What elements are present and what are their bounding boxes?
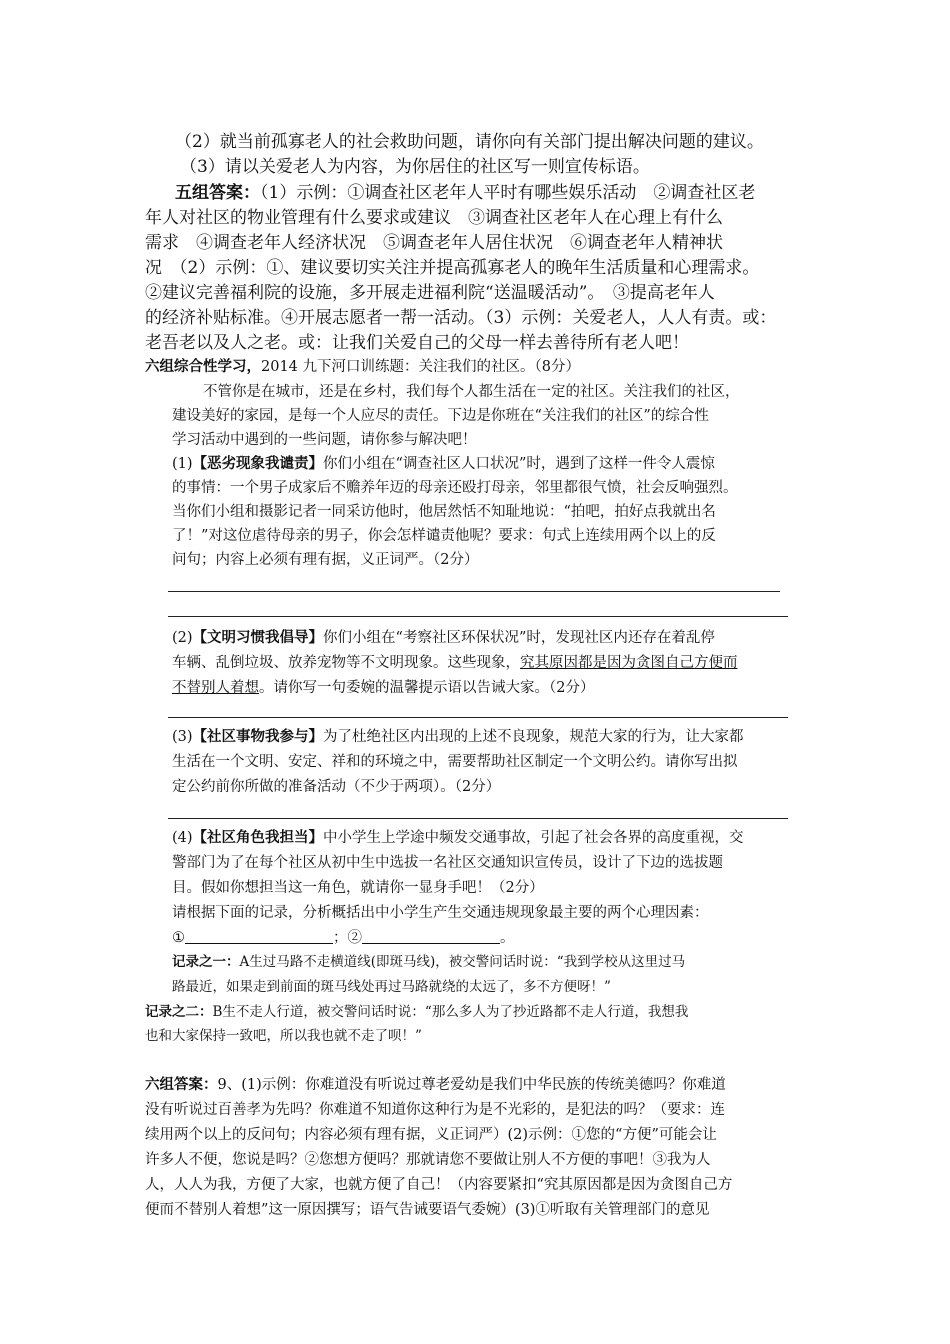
g6-q2-underlined-1: 究其原因都是因为贪图自己方便而 (520, 655, 738, 671)
g6-q4-line-0 (172, 826, 744, 847)
blank-separator: ；② (333, 930, 362, 946)
blank-2-field[interactable] (362, 929, 500, 944)
g5-answer-line-4: ②建议完善福利院的设施，多开展走进福利院“送温暖活动”。 ③提高老年人 (145, 283, 715, 303)
g5-answer-line-1: 年人对社区的物业管理有什么要求或建议 ③调查社区老年人在心理上有什么 (145, 208, 723, 228)
g6-q2-title: 【文明习惯我倡导】 (192, 629, 324, 646)
g6-heading-rest: 2014 九下河口训练题：关注我们的社区。（8分） (261, 359, 580, 375)
g6-q3-text: 为了杜绝社区内出现的上述不良现象，规范大家的行为，让大家都 (323, 729, 744, 745)
g6-intro-line-2: 学习活动中遇到的一些问题，请你参与解决吧！ (172, 432, 477, 448)
g6-answer-line-1: 没有听说过百善孝为先吗？你难道不知道你这种行为是不光彩的，是犯法的吗？（要求：连 (145, 1102, 725, 1118)
g6-q3-line-2: 定公约前你所做的准备活动（不少于两项）。（2分） (172, 779, 501, 795)
g6-q2-text: 你们小组在“考察社区环保状况”时，发现社区内还存在着乱停 (323, 630, 715, 646)
g6-q4-title: 【社区角色我担当】 (192, 829, 324, 846)
answer-line-q1-b (168, 616, 788, 617)
g6-q2-line-1 (172, 651, 738, 672)
g6-q1-line-2: 当你们小组和摄影记者一同采访他时，他居然恬不知耻地说：“拍吧，拍好点我就出名 (172, 504, 716, 520)
g6-answer-line-3: 许多人不便，您说是吗？②您想方便吗？那就请您不要做让别人不方便的事吧！③我为人 (145, 1152, 711, 1168)
record-1-label: 记录之一： (172, 954, 240, 970)
record-2-line-0 (145, 1000, 688, 1020)
g5-answer-line-3: 况 （2）示例：①、建议要切实关注并提高孤寡老人的晚年生活质量和心理需求。 (145, 258, 760, 278)
g6-answer-line-5: 便而不替别人着想”这一原因撰写；语气告诫要语气委婉）(3)①听取有关管理部门的意见 (145, 1202, 710, 1218)
blank-1-marker: ① (172, 930, 185, 946)
g5-answer-line-0 (175, 178, 755, 203)
g6-q3-title: 【社区事物我参与】 (192, 728, 324, 745)
g6-q4-line-3: 请根据下面的记录，分析概括出中小学生产生交通违规现象最主要的两个心理因素： (172, 905, 709, 921)
answer-line-q3 (168, 818, 788, 819)
g6-q3-num: (3) (172, 729, 193, 745)
g6-answer-line-0 (145, 1073, 726, 1094)
record-1-text: A生过马路不走横道线(即斑马线)，被交警问话时说：“我到学校从这里过马 (239, 954, 686, 970)
g6-q3-line-1: 生活在一个文明、安定、祥和的环境之中，需要帮助社区制定一个文明公约。请你写出拟 (172, 754, 738, 770)
record-1-line-0 (172, 950, 685, 970)
g6-q1-line-4: 问句；内容上必须有理有据，义正词严。（2分） (172, 552, 479, 568)
record-1-line-1: 路最近，如果走到前面的斑马线处再过马路就绕的太远了，多不方便呀！” (172, 979, 611, 995)
g6-q1-text: 你们小组在“调查社区人口状况”时，遇到了这样一件令人震惊 (323, 456, 715, 472)
g6-q2-text-2: 车辆、乱倒垃圾、放养宠物等不文明现象。这些现象， (172, 655, 520, 671)
g6-q2-line-0 (172, 626, 715, 647)
record-2-label: 记录之二： (145, 1004, 213, 1020)
g6-q2-underlined-2: 不替别人着想 (172, 680, 259, 696)
g6-q4-line-1: 警部门为了在每个社区从初中生中选拔一名社区交通知识宣传员，设计了下边的选拔题 (172, 855, 723, 871)
g6-q1-num: (1) (172, 456, 193, 472)
g6-q1-line-3: 了！”对这位虐待母亲的男子，你会怎样谴责他呢？要求：句式上连续用两个以上的反 (172, 528, 716, 544)
record-2-line-1: 也和大家保持一致吧，所以我也就不走了呗！” (145, 1028, 422, 1044)
g6-q1-title: 【恶劣现象我谴责】 (192, 455, 324, 472)
g5-question-2: （2）就当前孤寡老人的社会救助问题，请你向有关部门提出解决问题的建议。 (175, 132, 764, 152)
g6-q4-num: (4) (172, 830, 193, 846)
answer-line-q2 (168, 717, 788, 718)
answer-line-q1-a (168, 591, 780, 592)
g6-heading (145, 355, 580, 376)
g6-q2-num: (2) (172, 630, 193, 646)
g5-answer-line-2: 需求 ④调查老年人经济状况 ⑤调查老年人居住状况 ⑥调查老年人精神状 (145, 233, 723, 253)
blank-1-field[interactable] (185, 929, 333, 944)
g5-answer-line-5: 的经济补贴标准。④开展志愿者一帮一活动。（3）示例：关爱老人，人人有责。或： (145, 308, 777, 328)
g6-q2-line-2 (172, 676, 594, 697)
g6-answer-text: 9、(1)示例：你难道没有听说过尊老爱幼是我们中华民族的传统美德吗？你难道 (217, 1077, 726, 1093)
g6-q4-text: 中小学生上学途中频发交通事故，引起了社会各界的高度重视，交 (323, 830, 744, 846)
blank-end: 。 (500, 930, 515, 946)
g6-intro-line-0: 不管你是在城市，还是在乡村，我们每个人都生活在一定的社区。关注我们的社区， (203, 384, 740, 400)
g6-answer-label: 六组答案： (145, 1076, 218, 1093)
g5-answer-line-6: 老吾老以及人之老。或：让我们关爱自己的父母一样去善待所有老人吧！ (145, 333, 689, 353)
g6-q4-blanks (172, 926, 515, 947)
g6-answer-line-2: 续用两个以上的反问句；内容必须有理有据，义正词严）(2)示例：①您的“方便”可能会让 (145, 1127, 717, 1143)
g6-q2-text-3: 。请你写一句委婉的温馨提示语以告诫大家。（2分） (259, 680, 595, 696)
g5-answer-label: 五组答案： (175, 183, 260, 203)
g6-q3-line-0 (172, 725, 744, 746)
g6-q1-line-0 (172, 452, 715, 473)
g6-intro-line-1: 建设美好的家园，是每一个人应尽的责任。下边是你班在“关注我们的社区”的综合性 (172, 408, 709, 424)
g6-q4-line-2: 目。假如你想担当这一角色，就请你一显身手吧！（2分） (172, 880, 544, 896)
g5-question-3: （3）请以关爱老人为内容，为你居住的社区写一则宣传标语。 (180, 157, 650, 177)
record-2-text: B生不走人行道，被交警问话时说：“那么多人为了抄近路都不走人行道，我想我 (212, 1004, 689, 1020)
g6-answer-line-4: 人，人人为我，方便了大家，也就方便了自己！（内容要紧扣“究其原因都是因为贪图自己方 (145, 1177, 733, 1193)
g6-heading-bold: 六组综合性学习， (145, 358, 261, 375)
g6-q1-line-1: 的事情：一个男子成家后不赡养年迈的母亲还殴打母亲，邻里都很气愤，社会反响强烈。 (172, 480, 738, 496)
g5-answer-text: （1）示例：①调查社区老年人平时有哪些娱乐活动 ②调查社区老 (260, 183, 756, 203)
